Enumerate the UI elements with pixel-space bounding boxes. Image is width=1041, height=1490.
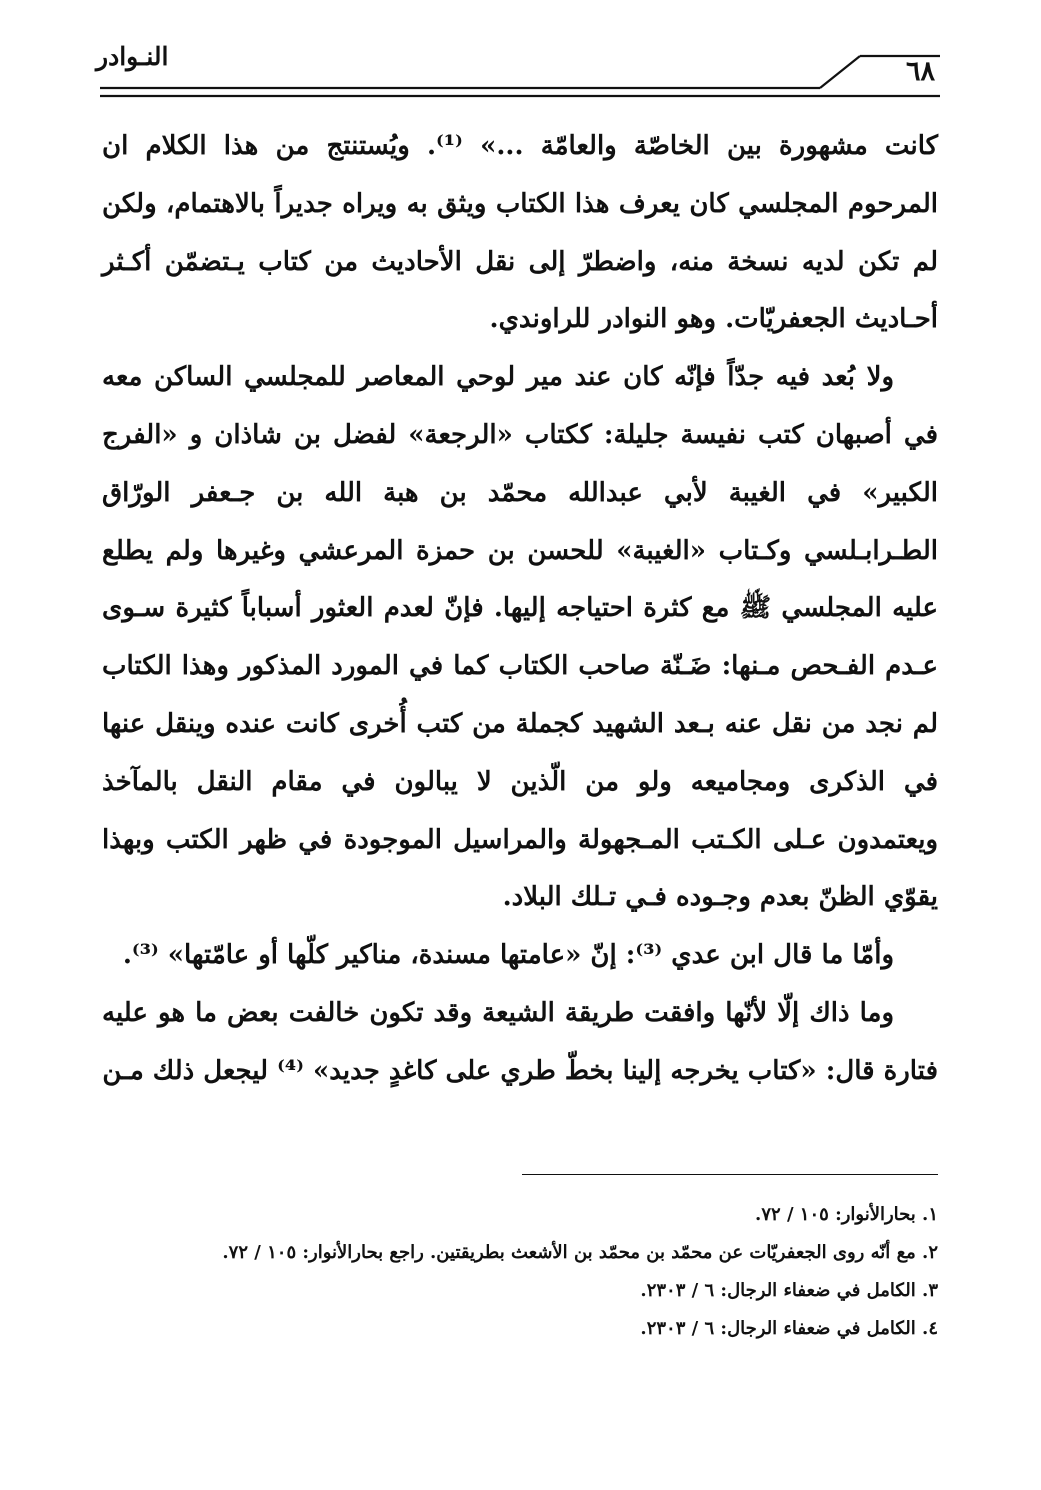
page-number: ٦٨	[905, 56, 935, 87]
paragraph: ولا بُعد فيه جدّاً فإنّه كان عند مير لوحي المعاصر للمجلسي الساكن معه في أصبهان كتب نفيسة جليلة: ككتاب «الرجعة» لفضل بن شاذان و «الفرج الكبير» في الغيبة لأبي عبدالله محمّد بن هبة الله بن جـعفر الورّاق الطـرابـلسي وكـتاب «الغيبة» للحسن بن حمزة المرعشي وغيرها ولم يطلع عليه المجلسي ﷺ مع كثرة احتياجه إليها. فإنّ لعدم العثور أسباباً كثيرة سـوى عـدم الفـحص مـنها: ضَـنّة صاحب الكتاب كما في المورد المذكور وهذا الكتاب لم نجد من نقل عنه بـعد الشهيد كجملة من كتب أُخرى كانت عنده وينقل عنها في الذكرى ومجاميعه ولو من الّذين لا يبالون في مقام النقل بالمآخذ ويعتمدون عـلى الكـتب المـجهولة والمراسيل الموجودة في ظهر الكتب وبهذا يقوّي الظنّ بعدم وجـوده فـي تـلك البلاد.	[102, 362, 938, 913]
footnotes	[140, 1196, 938, 1348]
footnote: ٢. مع أنّه روى الجعفريّات عن محمّد بن محمّد بن الأشعث بطريقتين. راجع بحارالأنوار: ١٠٥ / ٧٢.	[222, 1242, 938, 1263]
footnote: ١. بحارالأنوار: ١٠٥ / ٧٢.	[755, 1204, 938, 1225]
footnote-separator	[522, 1174, 938, 1175]
main-text	[102, 118, 938, 1101]
paragraph: وأمّا ما قال ابن عدي ⁽³⁾: إنّ «عامتها مسندة، مناكير كلّها أو عامّتها» ⁽³⁾.	[122, 940, 894, 971]
footnote: ٤. الكامل في ضعفاء الرجال: ٦ / ٢٣٠٣.	[640, 1318, 938, 1339]
running-title: النـوادر	[96, 42, 169, 71]
header-rule	[100, 44, 940, 104]
footnote: ٣. الكامل في ضعفاء الرجال: ٦ / ٢٣٠٣.	[640, 1280, 938, 1301]
paragraph: كانت مشهورة بين الخاصّة والعامّة ...» ⁽¹⁾. ويُستنتج من هذا الكلام ان المرحوم المجلسي كان يعرف هذا الكتاب ويثق به ويراه جديراً بالاهتمام، ولكن لم تكن لديه نسخة منه، واضطرّ إلى نقل الأحاديث من كتاب يـتضمّن أكـثر أحـاديث الجعفريّات. وهو النوادر للراوندي.	[102, 131, 938, 335]
paragraph: وما ذاك إلّا لأنّها وافقت طريقة الشيعة وقد تكون خالفت بعض ما هو عليه فتارة قال: «كتاب يخرجه إلينا بخطّ طري على كاغدٍ جديد» ⁽⁴⁾ ليجعل ذلك مـن	[102, 997, 938, 1086]
